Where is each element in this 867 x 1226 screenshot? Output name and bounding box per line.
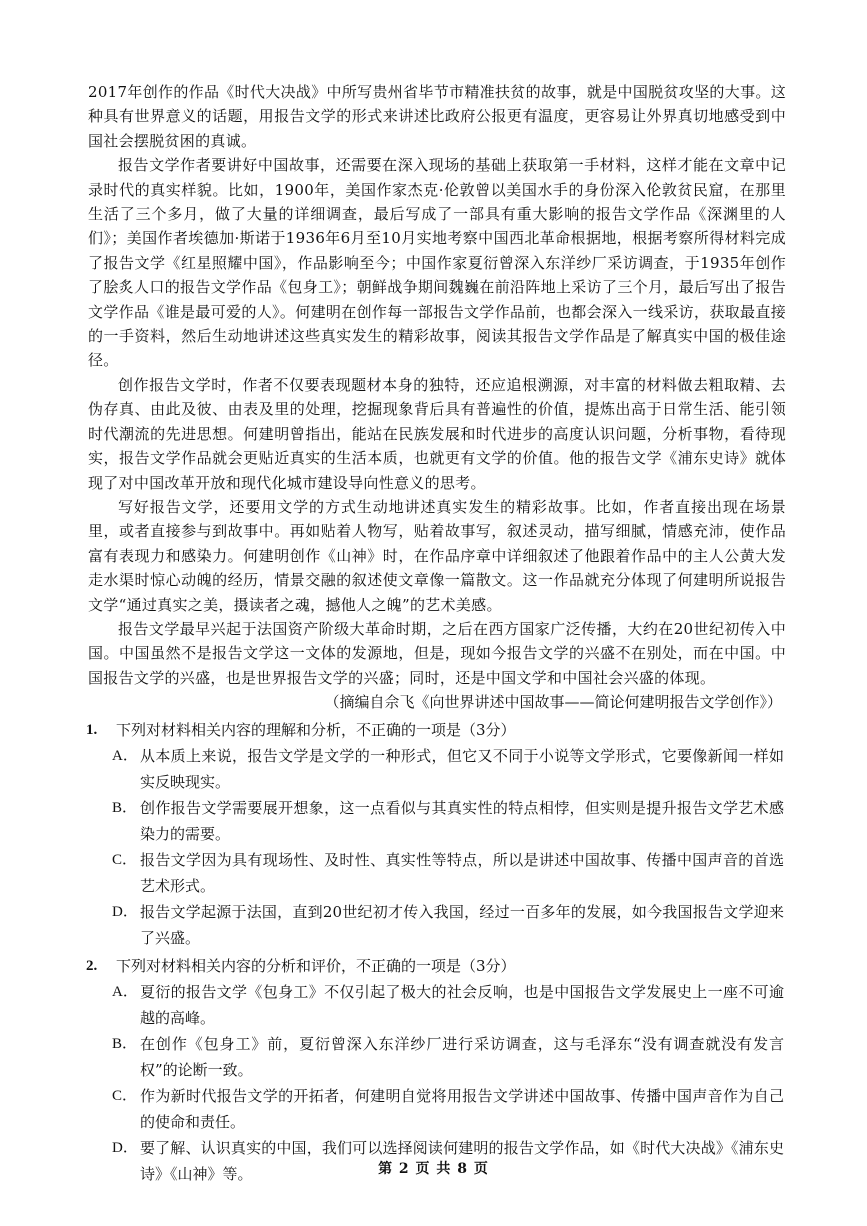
passage-paragraph-4: 写好报告文学，还要用文学的方式生动地讲述真实发生的精彩故事。比如，作者直接出现在场景里，或者直接参与到故事中。再如贴着人物写，贴着故事写，叙述灵动，描写细腻，情感充沛，使作品富有表现力和感染力。何建明创作《山神》时，在作品序章中详细叙述了他跟着作品中的主人公黄大发走水渠时惊心动魄的经历，情景交融的叙述使文章像一篇散文。这一作品就充分体现了何建明所说报告文学“通过真实之美，摄读者之魂，撼他人之魄”的艺术美感。 xyxy=(88,497,786,614)
question-1-option-d[interactable] xyxy=(88,899,786,951)
passage-paragraph-2: 报告文学作者要讲好中国故事，还需要在深入现场的基础上获取第一手材料，这样才能在文章中记录时代的真实样貌。比如，1900年，美国作家杰克·伦敦曾以美国水手的身份深入伦敦贫民窟，在那里生活了三个多月，做了大量的详细调查，最后写成了一部具有重大影响的报告文学作品《深渊里的人们》；美国作者埃德加·斯诺于1936年6月至10月实地考察中国西北革命根据地，根据考察所得材料完成了报告文学《红星照耀中国》，作品影响至今；中国作家夏衍曾深入东洋纱厂采访调查，于1935年创作了脍炙人口的报告文学作品《包身工》；朝鲜战争期间魏巍在前沿阵地上采访了三个月，最后写出了报告文学作品《谁是最可爱的人》。何建明在创作每一部报告文学作品前，也都会深入一线采访，获取最直接的一手资料，然后生动地讲述这些真实发生的精彩故事，阅读其报告文学作品是了解真实中国的极佳途径。 xyxy=(88,156,786,370)
option-letter: A． xyxy=(112,747,138,764)
option-letter: A． xyxy=(112,983,138,1000)
question-1-stem xyxy=(88,717,786,743)
question-1-option-a[interactable] xyxy=(88,743,786,795)
option-text: 报告文学因为具有现场性、及时性、真实性等特点，所以是讲述中国故事、传播中国声音的首选艺术形式。 xyxy=(140,850,784,895)
option-letter: D． xyxy=(112,1139,138,1156)
question-2 xyxy=(88,953,786,1187)
option-letter: B． xyxy=(112,1035,138,1052)
question-2-stem xyxy=(88,953,786,979)
question-2-option-a[interactable] xyxy=(88,979,786,1031)
option-text: 夏衍的报告文学《包身工》不仅引起了极大的社会反响，也是中国报告文学发展史上一座不可逾越的高峰。 xyxy=(140,982,784,1027)
option-letter: C． xyxy=(112,851,138,868)
question-1 xyxy=(88,717,786,951)
option-text: 在创作《包身工》前，夏衍曾深入东洋纱厂进行采访调查，这与毛泽东“没有调查就没有发言权”的论断一致。 xyxy=(140,1034,784,1079)
option-text: 作为新时代报告文学的开拓者，何建明自觉将用报告文学讲述中国故事、传播中国声音作为自己的使命和责任。 xyxy=(140,1086,784,1131)
option-letter: C． xyxy=(112,1087,138,1104)
passage-paragraph-5: 报告文学最早兴起于法国资产阶级大革命时期，之后在西方国家广泛传播，大约在20世纪初传入中国。中国虽然不是报告文学这一文体的发源地，但是，现如今报告文学的兴盛不在别处，而在中国。中国报告文学的兴盛，也是世界报告文学的兴盛；同时，还是中国文学和中国社会兴盛的体现。 xyxy=(88,619,786,687)
option-text: 报告文学起源于法国，直到20世纪初才传入我国，经过一百多年的发展，如今我国报告文学迎来了兴盛。 xyxy=(140,902,784,947)
option-text: 从本质上来说，报告文学是文学的一种形式，但它又不同于小说等文学形式，它要像新闻一样如实反映现实。 xyxy=(140,746,784,791)
question-1-option-c[interactable] xyxy=(88,847,786,899)
question-2-number: 2. xyxy=(86,957,98,974)
question-1-option-b[interactable] xyxy=(88,795,786,847)
question-1-number: 1. xyxy=(86,721,98,738)
question-2-option-b[interactable] xyxy=(88,1031,786,1083)
option-text: 创作报告文学需要展开想象，这一点看似与其真实性的特点相悖，但实则是提升报告文学艺术感染力的需要。 xyxy=(140,798,784,843)
passage-source: （摘编自佘飞《向世界讲述中国故事——简论何建明报告文学创作》） xyxy=(324,693,782,712)
option-text: 要了解、认识真实的中国，我们可以选择阅读何建明的报告文学作品，如《时代大决战》《浦东史诗》《山神》等。 xyxy=(140,1138,784,1183)
question-1-text: 下列对材料相关内容的理解和分析，不正确的一项是（3分） xyxy=(116,720,516,739)
option-letter: D． xyxy=(112,903,138,920)
page-content xyxy=(88,80,786,1187)
page-footer: 第 2 页 共 8 页 xyxy=(378,1161,489,1177)
question-2-text: 下列对材料相关内容的分析和评价，不正确的一项是（3分） xyxy=(116,956,516,975)
option-letter: B． xyxy=(112,799,138,816)
passage-paragraph-3: 创作报告文学时，作者不仅要表现题材本身的独特，还应追根溯源，对丰富的材料做去粗取精、去伪存真、由此及彼、由表及里的处理，挖掘现象背后具有普遍性的价值，提炼出高于日常生活、能引领时代潮流的先进思想。何建明曾指出，能站在民族发展和时代进步的高度认识问题，分析事物，看待现实，报告文学作品就会更贴近真实的生活本质，也就更有文学的价值。他的报告文学《浦东史诗》就体现了对中国改革开放和现代化城市建设导向性意义的思考。 xyxy=(88,375,786,492)
passage-paragraph-1: 2017年创作的作品《时代大决战》中所写贵州省毕节市精准扶贫的故事，就是中国脱贫攻坚的大事。这种具有世界意义的话题，用报告文学的形式来讲述比政府公报更有温度，更容易让外界真切地感受到中国社会摆脱贫困的真诚。 xyxy=(88,83,786,150)
question-2-option-c[interactable] xyxy=(88,1083,786,1135)
